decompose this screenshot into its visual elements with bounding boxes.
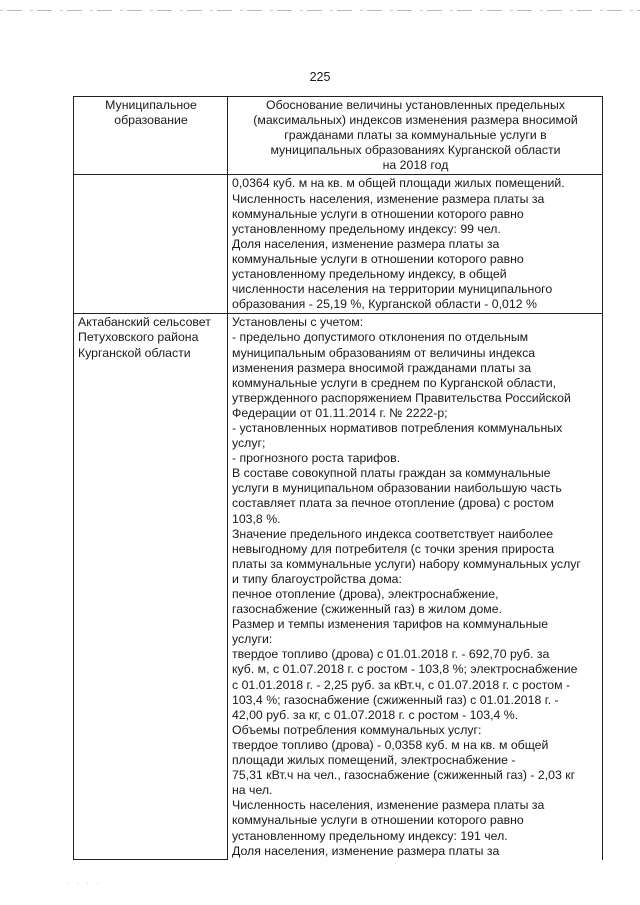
text-line: утвержденного распоряжением Правительства Российской [232, 390, 571, 405]
text-line: твердое топливо (дрова) с 01.01.2018 г. - 692,70 руб. за [232, 647, 550, 662]
text-line: 0,0364 куб. м на кв. м общей площади жилых помещений. [232, 176, 565, 191]
text-line: 42,00 руб. за кг, с 01.07.2018 г. с ростом - 103,4 %. [232, 707, 519, 722]
text-line: газоснабжение (сжиженный газ) в жилом доме. [232, 602, 503, 617]
text-line: площади жилых помещений, электроснабжение - [232, 753, 516, 768]
text-line: Федерации от 01.11.2014 г. № 2222-р; [232, 405, 448, 420]
text-line: Размер и темпы изменения тарифов на коммунальные [232, 617, 549, 632]
text-line: установленному предельному индексу: 99 чел. [232, 221, 501, 236]
municipality-line: Курганской области [78, 345, 191, 360]
text-line: - прогнозного роста тарифов. [232, 451, 401, 466]
text-line: коммунальные услуги в отношении которого равно [232, 251, 524, 266]
text-line: - предельно допустимого отклонения по отдельным [232, 330, 529, 345]
header-text-line: образование [114, 113, 188, 128]
text-line: услуг; [232, 436, 266, 451]
text-line: коммунальные услуги в отношении которого равно [232, 206, 524, 221]
text-line: коммунальные услуги в отношении которого равно [232, 813, 524, 828]
municipality-cell [74, 175, 228, 314]
header-text-line: Муниципальное [105, 98, 197, 112]
text-line: куб. м, с 01.07.2018 г. с ростом - 103,8 %; электроснабжение [232, 662, 578, 677]
header-text-line: муниципальных образованиях Курганской области [270, 143, 561, 158]
text-line: 103,4 %; газоснабжение (сжиженный газ) с 01.01.2018 г. - [232, 692, 559, 707]
text-line: - установленных нормативов потребления коммунальных [232, 420, 563, 435]
header-text-line: Обоснование величины установленных предельных [266, 98, 565, 112]
text-line: печное отопление (дрова), электроснабжение, [232, 587, 499, 601]
text-line: на чел. [232, 783, 273, 798]
municipality-cell [74, 314, 228, 860]
text-line: установленному предельному индексу: 191 чел. [232, 828, 508, 843]
text-line: услуги в муниципальном образовании наибольшую часть [232, 481, 562, 496]
justification-cell [228, 314, 603, 860]
text-line: услуги: [232, 632, 273, 647]
table-row [74, 175, 603, 314]
text-line: коммунальные услуги в среднем по Курганской области, [232, 375, 557, 390]
text-line: 103,8 %. [232, 511, 281, 526]
text-line: Доля населения, изменение размера платы за [232, 236, 500, 251]
header-justification [228, 97, 603, 175]
scan-artifact-dots: · · · · [66, 880, 103, 887]
text-line: составляет плата за печное отопление (дрова) с ростом [232, 496, 554, 511]
text-line: изменения размера вносимой гражданами платы за [232, 360, 532, 375]
text-line: Значение предельного индекса соответствует наиболее [232, 526, 554, 541]
text-line: и типу благоустройства дома: [232, 571, 402, 586]
header-text-line: на 2018 год [382, 158, 449, 173]
text-line: муниципальным образованиям от величины индекса [232, 345, 536, 360]
table-header-row [74, 97, 603, 175]
text-line: Численность населения, изменение размера платы за [232, 798, 545, 813]
text-line: твердое топливо (дрова) - 0,0358 куб. м на кв. м общей [232, 737, 549, 752]
text-line: Доля населения, изменение размера платы за [232, 843, 500, 858]
header-municipality [74, 97, 228, 175]
header-text-line: (максимальных) индексов изменения размера вносимой [253, 113, 578, 128]
page-number: 225 [309, 70, 331, 84]
text-line: невыгодному для потребителя (с точки зрения прироста [232, 541, 555, 556]
justification-cell [228, 175, 603, 314]
text-line: Объемы потребления коммунальных услуг: [232, 722, 482, 737]
table-row [74, 314, 603, 860]
text-line: установленному предельному индексу, в общей [232, 267, 507, 282]
text-line: численности населения на территории муниципального [232, 282, 553, 297]
text-line: Установлены с учетом: [232, 315, 364, 330]
text-line: 75,31 кВт.ч на чел., газоснабжение (сжиженный газ) - 2,03 кг [232, 768, 576, 783]
text-line: образования - 25,19 %, Курганской области - 0,012 % [232, 297, 537, 312]
text-line: с 01.01.2018 г. - 2,25 руб. за кВт.ч, с 01.07.2018 г. с ростом - [232, 677, 571, 692]
text-line: В составе совокупной платы граждан за коммунальные [232, 466, 551, 481]
municipality-line: Актабанский сельсовет [78, 315, 211, 330]
scan-artifact-line [0, 10, 640, 11]
header-text-line: гражданами платы за коммунальные услуги в [284, 128, 547, 143]
text-line: Численность населения, изменение размера платы за [232, 191, 545, 206]
text-line: платы за коммунальные услуги) набору коммунальных услуг [232, 556, 581, 571]
municipality-line: Петуховского района [78, 330, 199, 345]
indices-table [73, 96, 603, 860]
